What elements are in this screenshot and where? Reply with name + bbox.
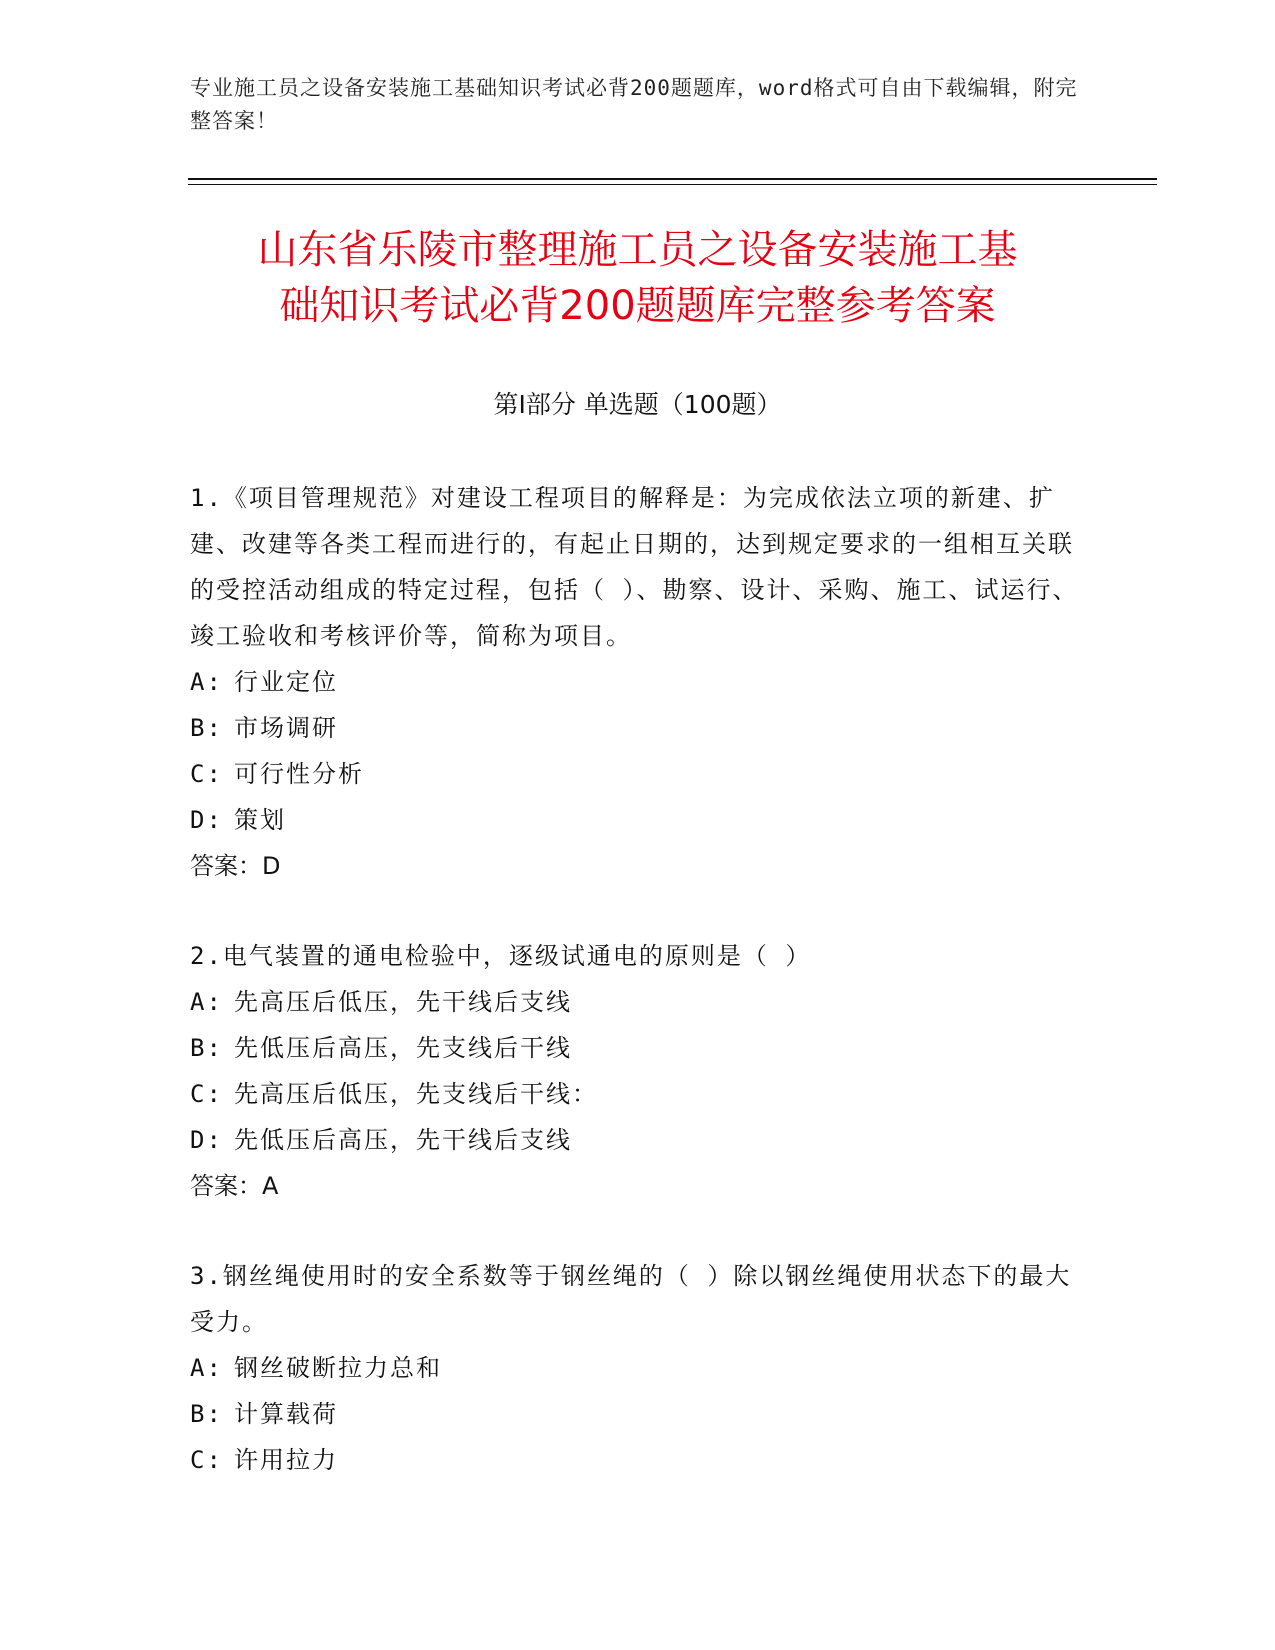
option-key: A: [190, 668, 223, 696]
option-c [190, 1071, 1080, 1117]
question-1 [190, 475, 1080, 889]
option-key: D: [190, 1126, 223, 1154]
question-list [190, 475, 1080, 1527]
answer-line: 答案：A [190, 1172, 279, 1200]
answer-line: 答案：D [190, 852, 281, 880]
question-stem: 3.钢丝绳使用时的安全系数等于钢丝绳的（ ）除以钢丝绳使用状态下的最大受力。 [190, 1262, 1072, 1336]
header-divider-thin [188, 184, 1157, 185]
option-key: B: [190, 714, 223, 742]
option-text: 市场调研 [234, 714, 338, 742]
document-title-line-1: 山东省乐陵市整理施工员之设备安装施工基 [257, 227, 1018, 273]
option-c [190, 1437, 1080, 1483]
question-stem: 1.《项目管理规范》对建设工程项目的解释是：为完成依法立项的新建、扩建、改建等各类工程而进行的，有起止日期的，达到规定要求的一组相互关联的受控活动组成的特定过程，包括（ ）、勘察、设计、采购、施工、试运行、竣工验收和考核评价等，简称为项目。 [190, 484, 1079, 650]
option-text: 策划 [234, 806, 286, 834]
option-key: D: [190, 806, 223, 834]
option-text: 先低压后高压，先干线后支线 [234, 1126, 572, 1154]
document-title-line-2: 础知识考试必背200题题库完整参考答案 [279, 283, 996, 329]
option-d [190, 1117, 1080, 1163]
header-note: 专业施工员之设备安装施工基础知识考试必背200题题库，word格式可自由下载编辑，附完整答案！ [190, 76, 1078, 133]
option-key: B: [190, 1400, 223, 1428]
option-b [190, 1391, 1080, 1437]
option-a [190, 659, 1080, 705]
option-key: B: [190, 1034, 223, 1062]
question-stem: 2.电气装置的通电检验中，逐级试通电的原则是（ ） [190, 942, 812, 970]
section-heading: 第Ⅰ部分 单选题（100题） [493, 390, 782, 419]
option-text: 计算载荷 [234, 1400, 338, 1428]
option-key: A: [190, 988, 223, 1016]
option-text: 先高压后低压，先支线后干线： [234, 1080, 598, 1108]
option-key: C: [190, 760, 223, 788]
option-key: C: [190, 1080, 223, 1108]
option-b [190, 705, 1080, 751]
option-text: 许用拉力 [234, 1446, 338, 1474]
option-key: C: [190, 1446, 223, 1474]
option-text: 先低压后高压，先支线后干线 [234, 1034, 572, 1062]
option-a [190, 979, 1080, 1025]
option-text: 钢丝破断拉力总和 [234, 1354, 442, 1382]
option-c [190, 751, 1080, 797]
option-text: 先高压后低压，先干线后支线 [234, 988, 572, 1016]
option-a [190, 1345, 1080, 1391]
option-d [190, 797, 1080, 843]
question-3 [190, 1253, 1080, 1483]
option-text: 可行性分析 [234, 760, 364, 788]
question-2 [190, 933, 1080, 1209]
header-divider-thick [188, 178, 1157, 180]
option-text: 行业定位 [234, 668, 338, 696]
option-b [190, 1025, 1080, 1071]
option-key: A: [190, 1354, 223, 1382]
document-title [160, 222, 1115, 334]
